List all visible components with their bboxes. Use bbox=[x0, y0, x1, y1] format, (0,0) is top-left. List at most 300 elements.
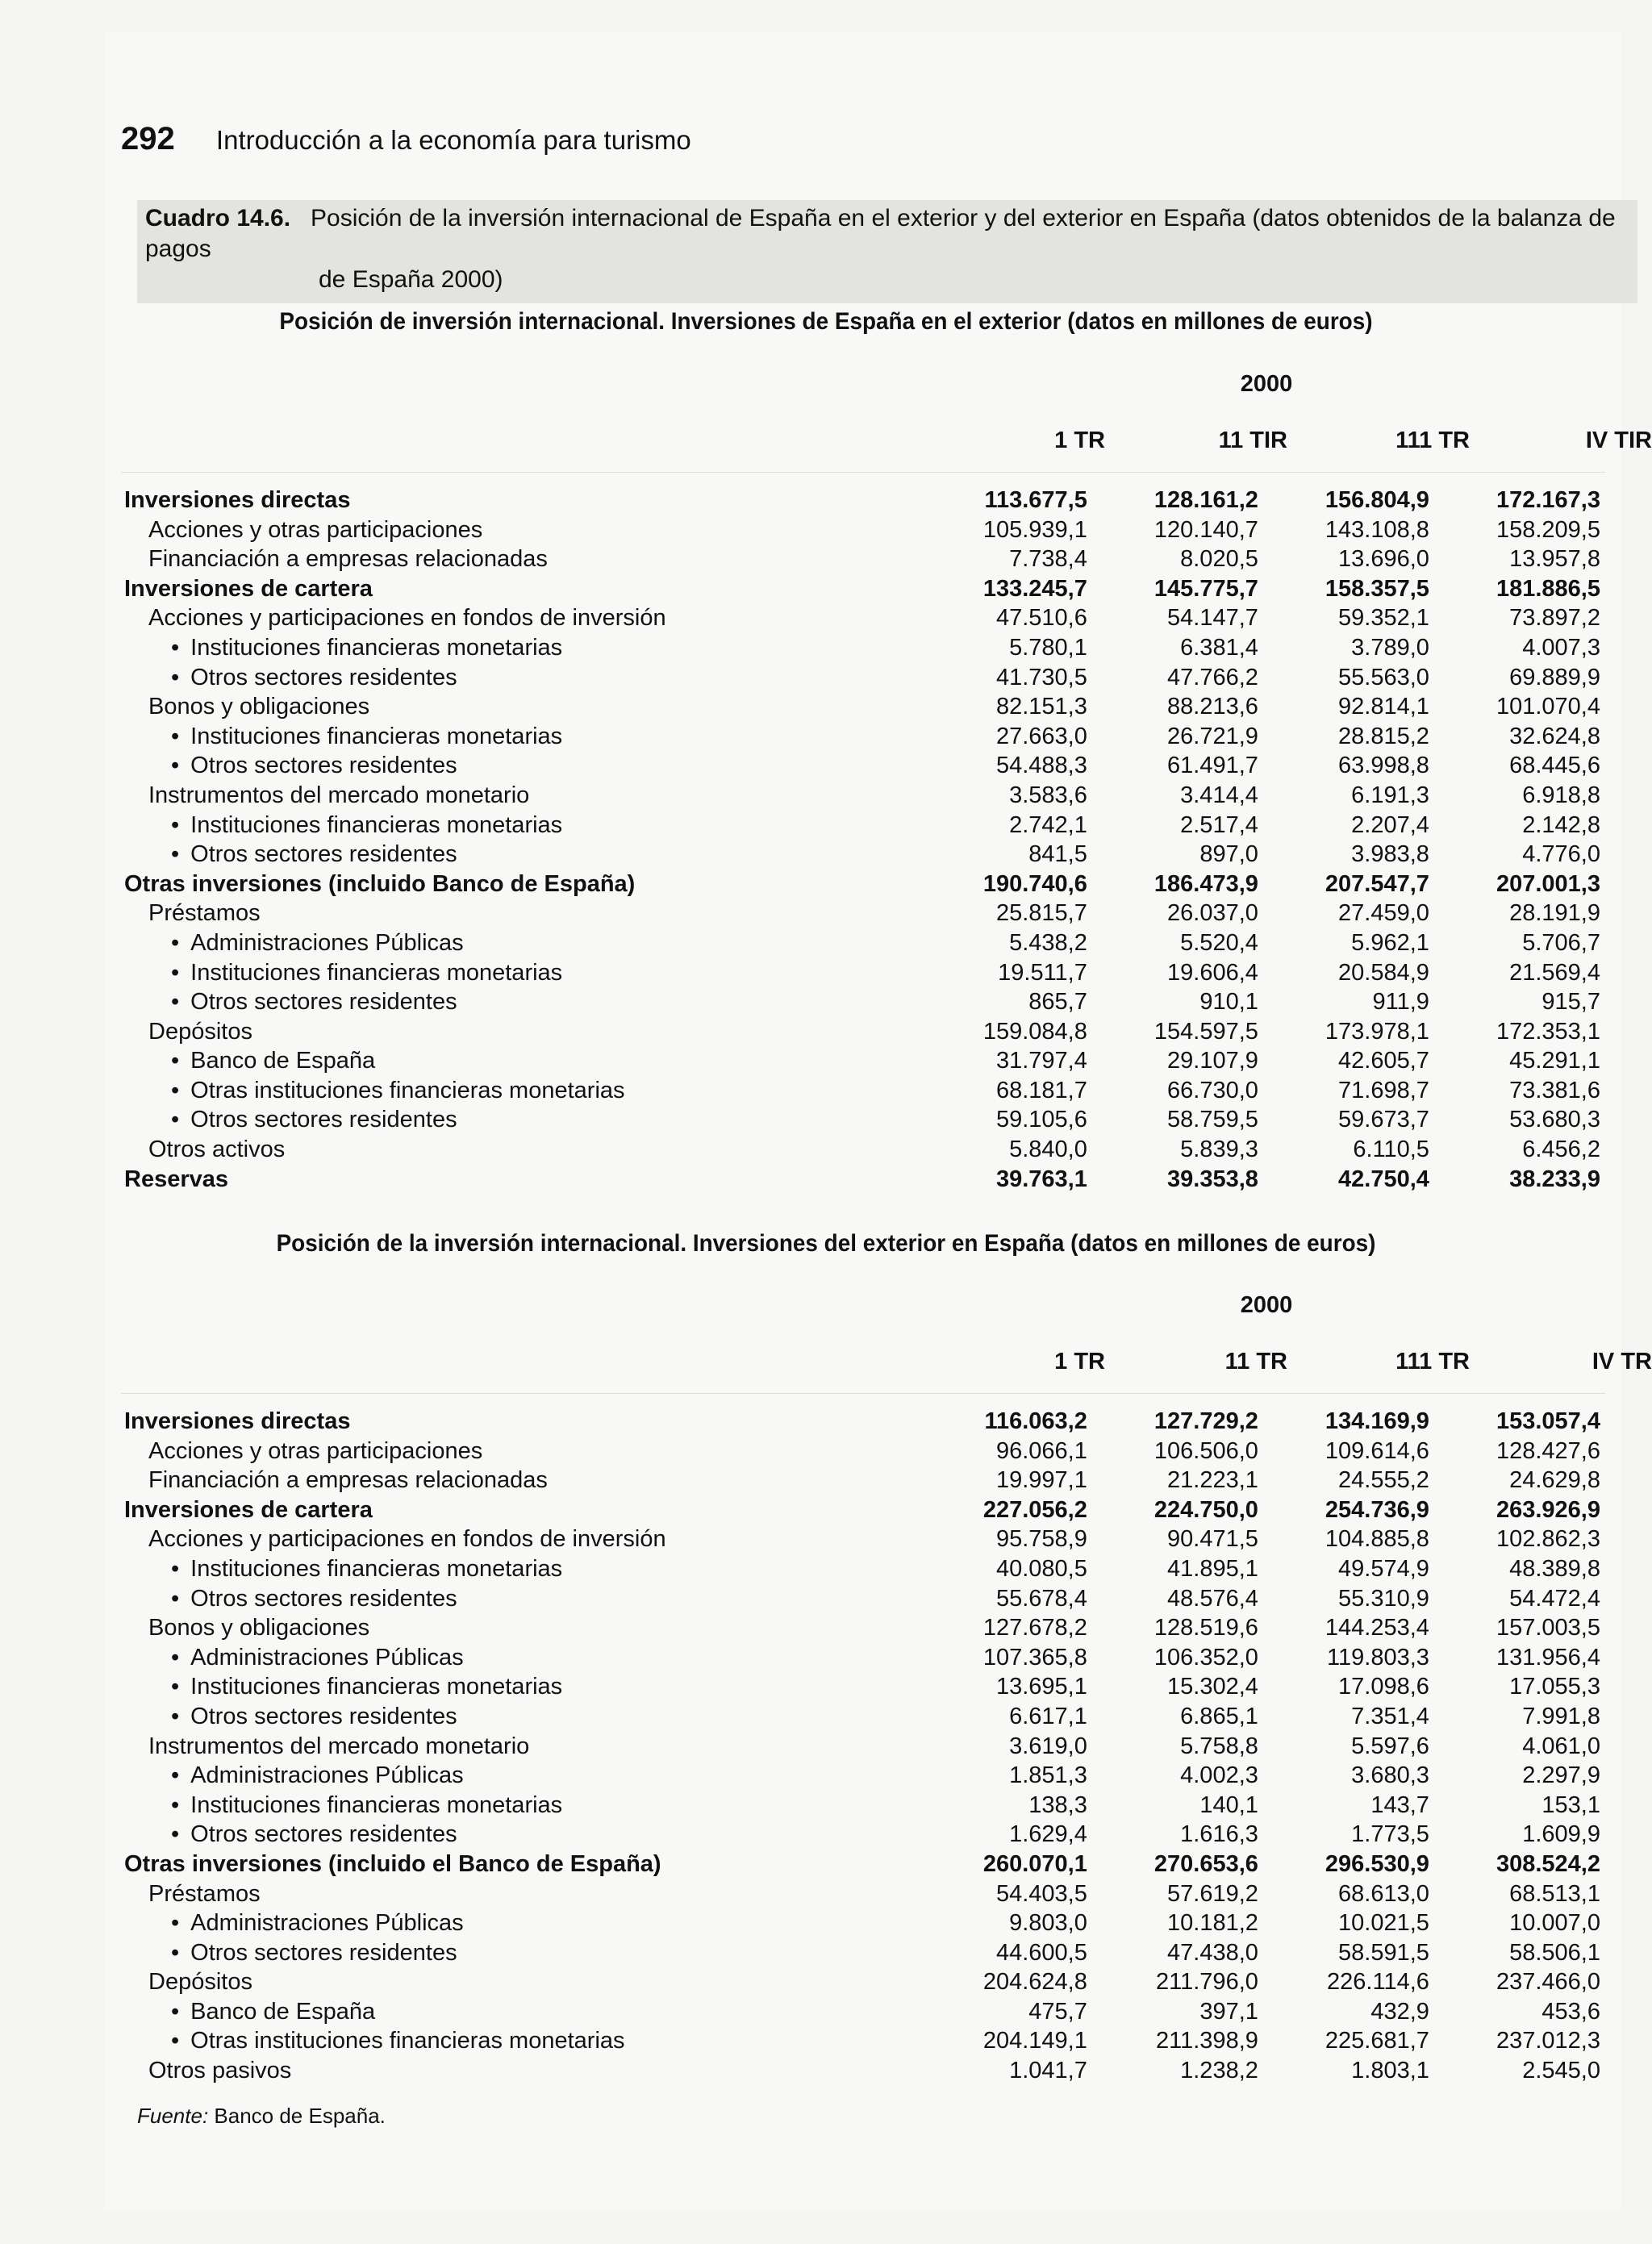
row-label bbox=[124, 1105, 916, 1135]
row-label bbox=[124, 1407, 916, 1437]
bullet-icon: • bbox=[171, 1585, 180, 1612]
cell-value: 25.815,7 bbox=[995, 900, 1087, 927]
row-label bbox=[124, 544, 916, 574]
row-label-text: Instituciones financieras monetarias bbox=[190, 1555, 563, 1582]
cell-value: 102.862,3 bbox=[1496, 1526, 1600, 1553]
caption-text-line1: Posición de la inversión internacional de España en el exterior y del exterior en España (datos obtenidos de la balanza de pagos bbox=[145, 205, 1616, 262]
cell-value: 71.698,7 bbox=[1338, 1077, 1429, 1103]
cell-value: 128.427,6 bbox=[1496, 1437, 1600, 1464]
cell-value: 143.108,8 bbox=[1325, 516, 1429, 543]
row-label-text: Otras inversiones (incluido Banco de España) bbox=[124, 870, 636, 897]
row-label bbox=[124, 928, 916, 958]
table2-col-4: IV TR bbox=[1592, 1349, 1652, 1374]
source-note bbox=[137, 2104, 386, 2129]
cell-value: 13.696,0 bbox=[1338, 546, 1429, 573]
row-label bbox=[124, 692, 916, 722]
cell-value: 88.213,6 bbox=[1167, 694, 1258, 720]
cell-value: 63.998,8 bbox=[1338, 753, 1429, 779]
cell-value: 113.677,5 bbox=[984, 487, 1087, 513]
source-text: Banco de España. bbox=[214, 2104, 386, 2128]
table-row bbox=[124, 811, 1600, 840]
table2-year: 2000 bbox=[1240, 1292, 1293, 1318]
row-label-text: Acciones y participaciones en fondos de inversión bbox=[148, 605, 666, 632]
table-row bbox=[124, 1046, 1600, 1076]
table1 bbox=[124, 486, 1600, 1194]
table-row bbox=[124, 663, 1600, 693]
cell-value: 106.506,0 bbox=[1153, 1437, 1258, 1464]
cell-value: 270.653,6 bbox=[1153, 1850, 1258, 1877]
cell-value: 237.012,3 bbox=[1496, 2028, 1600, 2054]
cell-value: 145.775,7 bbox=[1153, 575, 1258, 602]
cell-value: 55.310,9 bbox=[1338, 1585, 1429, 1612]
cell-value: 186.473,9 bbox=[1153, 870, 1258, 897]
cell-value: 865,7 bbox=[1028, 989, 1087, 1016]
row-label bbox=[124, 751, 916, 781]
row-label bbox=[124, 840, 916, 870]
bullet-icon: • bbox=[171, 1762, 180, 1789]
row-label bbox=[124, 1165, 916, 1195]
table-row bbox=[124, 1702, 1600, 1732]
cell-value: 1.041,7 bbox=[1009, 2058, 1087, 2084]
cell-value: 19.606,4 bbox=[1167, 959, 1258, 986]
cell-value: 68.181,7 bbox=[995, 1077, 1087, 1103]
cell-value: 7.738,4 bbox=[1009, 546, 1087, 573]
table-row bbox=[124, 1105, 1600, 1135]
table2-rule bbox=[121, 1393, 1605, 1394]
row-label-text: Otros sectores residentes bbox=[190, 1107, 457, 1133]
table1-col-2: 11 TIR bbox=[1218, 428, 1287, 453]
cell-value: 47.510,6 bbox=[995, 605, 1087, 632]
cell-value: 90.471,5 bbox=[1167, 1526, 1258, 1553]
table1-col-1: 1 TR bbox=[1054, 428, 1105, 453]
cell-value: 5.839,3 bbox=[1180, 1137, 1258, 1163]
bullet-icon: • bbox=[171, 2028, 180, 2054]
table1-col-3: 111 TR bbox=[1395, 428, 1470, 453]
cell-value: 2.517,4 bbox=[1180, 811, 1258, 838]
row-label bbox=[124, 1437, 916, 1466]
cell-value: 173.978,1 bbox=[1325, 1018, 1429, 1045]
cell-value: 47.766,2 bbox=[1167, 664, 1258, 690]
cell-value: 910,1 bbox=[1199, 989, 1258, 1016]
cell-value: 69.889,9 bbox=[1509, 664, 1600, 690]
row-label bbox=[124, 1495, 916, 1525]
cell-value: 59.105,6 bbox=[995, 1107, 1087, 1133]
cell-value: 73.381,6 bbox=[1509, 1077, 1600, 1103]
bullet-icon: • bbox=[171, 634, 180, 661]
cell-value: 227.056,2 bbox=[982, 1496, 1087, 1523]
cell-value: 116.063,2 bbox=[984, 1408, 1087, 1434]
row-label bbox=[124, 1135, 916, 1165]
cell-value: 82.151,3 bbox=[995, 694, 1087, 720]
row-label bbox=[124, 1820, 916, 1850]
cell-value: 54.488,3 bbox=[995, 753, 1087, 779]
row-label-text: Financiación a empresas relacionadas bbox=[148, 1467, 548, 1494]
table-row bbox=[124, 1967, 1600, 1997]
cell-value: 42.750,4 bbox=[1338, 1166, 1429, 1192]
cell-value: 6.865,1 bbox=[1180, 1703, 1258, 1729]
table-row bbox=[124, 1495, 1600, 1525]
table-row bbox=[124, 1165, 1600, 1195]
table-row bbox=[124, 840, 1600, 870]
cell-value: 106.352,0 bbox=[1153, 1644, 1258, 1670]
cell-value: 13.695,1 bbox=[995, 1674, 1087, 1700]
cell-value: 5.780,1 bbox=[1009, 634, 1087, 661]
cell-value: 21.223,1 bbox=[1167, 1467, 1258, 1494]
cell-value: 4.007,3 bbox=[1522, 634, 1600, 661]
cell-value: 3.789,0 bbox=[1351, 634, 1429, 661]
row-label-text: Otros sectores residentes bbox=[190, 989, 457, 1016]
row-label-text: Instituciones financieras monetarias bbox=[190, 723, 563, 749]
cell-value: 58.506,1 bbox=[1509, 1939, 1600, 1966]
row-label-text: Depósitos bbox=[148, 1969, 252, 1996]
row-label bbox=[124, 1732, 916, 1762]
cell-value: 5.840,0 bbox=[1009, 1137, 1087, 1163]
cell-value: 181.886,5 bbox=[1496, 575, 1600, 602]
row-label bbox=[124, 663, 916, 693]
cell-value: 897,0 bbox=[1199, 841, 1258, 868]
cell-value: 26.037,0 bbox=[1167, 900, 1258, 927]
book-title: Introducción a la economía para turismo bbox=[215, 125, 691, 155]
cell-value: 39.763,1 bbox=[995, 1166, 1087, 1192]
row-label-text: Administraciones Públicas bbox=[190, 1910, 464, 1937]
table2-col-1: 1 TR bbox=[1054, 1349, 1105, 1374]
source-label: Fuente: bbox=[137, 2104, 209, 2128]
table2-col-2: 11 TR bbox=[1224, 1349, 1287, 1374]
row-label-text: Otros sectores residentes bbox=[190, 1585, 457, 1612]
row-label-text: Depósitos bbox=[148, 1018, 252, 1045]
cell-value: 6.191,3 bbox=[1351, 782, 1429, 808]
table-row bbox=[124, 1466, 1600, 1495]
cell-value: 211.796,0 bbox=[1156, 1969, 1258, 1996]
cell-value: 73.897,2 bbox=[1509, 605, 1600, 632]
cell-value: 38.233,9 bbox=[1509, 1166, 1600, 1192]
cell-value: 475,7 bbox=[1028, 1998, 1087, 2025]
row-label bbox=[124, 1967, 916, 1997]
table-row bbox=[124, 958, 1600, 988]
row-label-text: Instituciones financieras monetarias bbox=[190, 811, 563, 838]
cell-value: 1.609,9 bbox=[1522, 1821, 1600, 1848]
table-row bbox=[124, 633, 1600, 663]
row-label-text: Instrumentos del mercado monetario bbox=[148, 782, 530, 808]
caption-text-line2: de España 2000) bbox=[319, 266, 503, 293]
bullet-icon: • bbox=[171, 1107, 180, 1133]
bullet-icon: • bbox=[171, 929, 180, 956]
bullet-icon: • bbox=[171, 1821, 180, 1848]
row-label-text: Administraciones Públicas bbox=[190, 1644, 464, 1670]
cell-value: 226.114,6 bbox=[1327, 1969, 1429, 1996]
cell-value: 911,9 bbox=[1372, 989, 1429, 1016]
table-row bbox=[124, 899, 1600, 928]
cell-value: 237.466,0 bbox=[1496, 1969, 1600, 1996]
cell-value: 119.803,3 bbox=[1327, 1644, 1429, 1670]
table-row bbox=[124, 1850, 1600, 1879]
cell-value: 6.381,4 bbox=[1180, 634, 1258, 661]
row-label bbox=[124, 2056, 916, 2086]
table-row bbox=[124, 1554, 1600, 1584]
cell-value: 59.352,1 bbox=[1338, 605, 1429, 632]
cell-value: 260.070,1 bbox=[982, 1850, 1087, 1877]
row-label-text: Acciones y otras participaciones bbox=[148, 1437, 483, 1464]
row-label-text: Otras instituciones financieras monetarias bbox=[190, 1077, 625, 1103]
row-label-text: Administraciones Públicas bbox=[190, 1762, 464, 1789]
row-label-text: Préstamos bbox=[148, 1880, 261, 1907]
bullet-icon: • bbox=[171, 1791, 180, 1818]
row-label-text: Otras instituciones financieras monetarias bbox=[190, 2028, 625, 2054]
table-row bbox=[124, 1732, 1600, 1762]
table-row bbox=[124, 870, 1600, 899]
cell-value: 10.181,2 bbox=[1167, 1910, 1258, 1937]
row-label bbox=[124, 1525, 916, 1554]
cell-value: 1.773,5 bbox=[1351, 1821, 1429, 1848]
cell-value: 172.353,1 bbox=[1496, 1018, 1600, 1045]
row-label-text: Instituciones financieras monetarias bbox=[190, 1674, 563, 1700]
cell-value: 6.617,1 bbox=[1009, 1703, 1087, 1729]
bullet-icon: • bbox=[171, 1048, 180, 1074]
cell-value: 453,6 bbox=[1541, 1998, 1600, 2025]
table-row bbox=[124, 603, 1600, 633]
cell-value: 127.678,2 bbox=[982, 1615, 1087, 1641]
table-row bbox=[124, 1643, 1600, 1673]
table-row bbox=[124, 722, 1600, 752]
cell-value: 133.245,7 bbox=[982, 575, 1087, 602]
row-label bbox=[124, 781, 916, 811]
cell-value: 224.750,0 bbox=[1153, 1496, 1258, 1523]
cell-value: 3.680,3 bbox=[1351, 1762, 1429, 1789]
row-label-text: Acciones y participaciones en fondos de inversión bbox=[148, 1526, 666, 1553]
row-label bbox=[124, 1879, 916, 1909]
cell-value: 432,9 bbox=[1370, 1998, 1429, 2025]
cell-value: 144.253,4 bbox=[1325, 1615, 1429, 1641]
cell-value: 59.673,7 bbox=[1338, 1107, 1429, 1133]
cell-value: 397,1 bbox=[1199, 1998, 1258, 2025]
cell-value: 127.729,2 bbox=[1153, 1408, 1258, 1434]
table-row bbox=[124, 751, 1600, 781]
bullet-icon: • bbox=[171, 1077, 180, 1103]
cell-value: 157.003,5 bbox=[1496, 1615, 1600, 1641]
cell-value: 138,3 bbox=[1028, 1791, 1087, 1818]
cell-value: 9.803,0 bbox=[1009, 1910, 1087, 1937]
cell-value: 6.110,5 bbox=[1353, 1137, 1429, 1163]
row-label bbox=[124, 1702, 916, 1732]
cell-value: 308.524,2 bbox=[1496, 1850, 1600, 1877]
table-row bbox=[124, 1997, 1600, 2027]
cell-value: 6.918,8 bbox=[1522, 782, 1600, 808]
row-label-text: Administraciones Públicas bbox=[190, 929, 464, 956]
row-label bbox=[124, 899, 916, 928]
row-label bbox=[124, 1584, 916, 1614]
table-row bbox=[124, 1613, 1600, 1643]
caption-label: Cuadro 14.6. bbox=[145, 205, 291, 231]
cell-value: 19.511,7 bbox=[998, 959, 1087, 986]
cell-value: 134.169,9 bbox=[1325, 1408, 1429, 1434]
cell-value: 54.472,4 bbox=[1509, 1585, 1600, 1612]
cell-value: 1.629,4 bbox=[1009, 1821, 1087, 1848]
bullet-icon: • bbox=[171, 664, 180, 690]
cell-value: 128.161,2 bbox=[1153, 487, 1258, 513]
cell-value: 8.020,5 bbox=[1180, 546, 1258, 573]
cell-value: 17.098,6 bbox=[1338, 1674, 1429, 1700]
cell-value: 10.021,5 bbox=[1338, 1910, 1429, 1937]
cell-value: 915,7 bbox=[1541, 989, 1600, 1016]
table-row bbox=[124, 1672, 1600, 1702]
table-row bbox=[124, 2026, 1600, 2056]
row-label-text: Inversiones de cartera bbox=[124, 1496, 373, 1523]
table-row bbox=[124, 928, 1600, 958]
cell-value: 32.624,8 bbox=[1509, 723, 1600, 749]
row-label-text: Bonos y obligaciones bbox=[148, 1615, 370, 1641]
cell-value: 1.616,3 bbox=[1180, 1821, 1258, 1848]
cell-value: 158.209,5 bbox=[1496, 516, 1600, 543]
bullet-icon: • bbox=[171, 1644, 180, 1670]
cell-value: 3.583,6 bbox=[1009, 782, 1087, 808]
cell-value: 131.956,4 bbox=[1496, 1644, 1600, 1670]
row-label bbox=[124, 1017, 916, 1047]
row-label-text: Reservas bbox=[124, 1166, 228, 1192]
cell-value: 263.926,9 bbox=[1496, 1496, 1600, 1523]
table-row bbox=[124, 544, 1600, 574]
cell-value: 45.291,1 bbox=[1509, 1048, 1600, 1074]
row-label bbox=[124, 486, 916, 515]
cell-value: 27.459,0 bbox=[1338, 900, 1429, 927]
cell-value: 254.736,9 bbox=[1325, 1496, 1429, 1523]
row-label-text: Inversiones directas bbox=[124, 487, 351, 513]
cell-value: 4.061,0 bbox=[1522, 1733, 1600, 1759]
cell-value: 211.398,9 bbox=[1156, 2028, 1258, 2054]
cell-value: 2.545,0 bbox=[1522, 2058, 1600, 2084]
cell-value: 128.519,6 bbox=[1153, 1615, 1258, 1641]
bullet-icon: • bbox=[171, 753, 180, 779]
cell-value: 24.629,8 bbox=[1509, 1467, 1600, 1494]
cell-value: 207.547,7 bbox=[1325, 870, 1429, 897]
cell-value: 54.147,7 bbox=[1167, 605, 1258, 632]
row-label bbox=[124, 811, 916, 840]
cell-value: 55.678,4 bbox=[995, 1585, 1087, 1612]
row-label bbox=[124, 603, 916, 633]
row-label bbox=[124, 1613, 916, 1643]
cell-value: 20.584,9 bbox=[1338, 959, 1429, 986]
cell-value: 3.414,4 bbox=[1180, 782, 1258, 808]
cell-value: 3.983,8 bbox=[1351, 841, 1429, 868]
row-label bbox=[124, 1046, 916, 1076]
cell-value: 5.520,4 bbox=[1180, 929, 1258, 956]
cell-value: 1.238,2 bbox=[1180, 2058, 1258, 2084]
cell-value: 101.070,4 bbox=[1496, 694, 1600, 720]
row-label-text: Otros sectores residentes bbox=[190, 1939, 457, 1966]
cell-value: 105.939,1 bbox=[982, 516, 1087, 543]
row-label-text: Banco de España bbox=[190, 1998, 376, 2025]
row-label bbox=[124, 2026, 916, 2056]
page-number: 292 bbox=[121, 121, 175, 156]
cell-value: 5.706,7 bbox=[1522, 929, 1600, 956]
cell-value: 2.297,9 bbox=[1522, 1762, 1600, 1789]
row-label bbox=[124, 515, 916, 545]
table-row bbox=[124, 781, 1600, 811]
cell-value: 204.149,1 bbox=[982, 2028, 1087, 2054]
cell-value: 5.758,8 bbox=[1180, 1733, 1258, 1759]
row-label bbox=[124, 1466, 916, 1495]
cell-value: 48.576,4 bbox=[1167, 1585, 1258, 1612]
cell-value: 68.445,6 bbox=[1509, 753, 1600, 779]
cell-value: 225.681,7 bbox=[1325, 2028, 1429, 2054]
bullet-icon: • bbox=[171, 1939, 180, 1966]
row-label-text: Otros sectores residentes bbox=[190, 753, 457, 779]
table-row bbox=[124, 1938, 1600, 1968]
row-label bbox=[124, 1850, 916, 1879]
table-row bbox=[124, 2056, 1600, 2086]
row-label bbox=[124, 1672, 916, 1702]
table-row bbox=[124, 1584, 1600, 1614]
cell-value: 29.107,9 bbox=[1167, 1048, 1258, 1074]
table1-title: Posición de inversión internacional. Inversiones de España en el exterior (datos en millones de euros) bbox=[279, 308, 1373, 335]
cell-value: 61.491,7 bbox=[1167, 753, 1258, 779]
cell-value: 92.814,1 bbox=[1338, 694, 1429, 720]
row-label bbox=[124, 1076, 916, 1106]
bullet-icon: • bbox=[171, 1703, 180, 1729]
row-label bbox=[124, 1938, 916, 1968]
row-label-text: Otros sectores residentes bbox=[190, 841, 457, 868]
cell-value: 57.619,2 bbox=[1167, 1880, 1258, 1907]
cell-value: 39.353,8 bbox=[1167, 1166, 1258, 1192]
cell-value: 68.513,1 bbox=[1509, 1880, 1600, 1907]
cell-value: 5.597,6 bbox=[1351, 1733, 1429, 1759]
running-head bbox=[121, 121, 691, 157]
cell-value: 28.815,2 bbox=[1338, 723, 1429, 749]
cell-value: 1.803,1 bbox=[1351, 2058, 1429, 2084]
row-label-text: Instrumentos del mercado monetario bbox=[148, 1733, 530, 1759]
bullet-icon: • bbox=[171, 811, 180, 838]
cell-value: 96.066,1 bbox=[995, 1437, 1087, 1464]
cell-value: 154.597,5 bbox=[1153, 1018, 1258, 1045]
cell-value: 41.895,1 bbox=[1167, 1555, 1258, 1582]
table-row bbox=[124, 1437, 1600, 1466]
cell-value: 296.530,9 bbox=[1325, 1850, 1429, 1877]
cell-value: 4.776,0 bbox=[1522, 841, 1600, 868]
cell-value: 26.721,9 bbox=[1167, 723, 1258, 749]
row-label bbox=[124, 1761, 916, 1791]
cell-value: 140,1 bbox=[1199, 1791, 1258, 1818]
cell-value: 44.600,5 bbox=[995, 1939, 1087, 1966]
cell-value: 13.957,8 bbox=[1509, 546, 1600, 573]
row-label bbox=[124, 870, 916, 899]
row-label-text: Otros pasivos bbox=[148, 2058, 292, 2084]
cell-value: 153.057,4 bbox=[1496, 1408, 1600, 1434]
row-label-text: Instituciones financieras monetarias bbox=[190, 1791, 563, 1818]
row-label bbox=[124, 722, 916, 752]
cell-value: 41.730,5 bbox=[995, 664, 1087, 690]
cell-value: 42.605,7 bbox=[1338, 1048, 1429, 1074]
table-row bbox=[124, 1820, 1600, 1850]
cell-value: 5.962,1 bbox=[1351, 929, 1429, 956]
bullet-icon: • bbox=[171, 959, 180, 986]
row-label-text: Otras inversiones (incluido el Banco de España) bbox=[124, 1850, 661, 1877]
table2-title: Posición de la inversión internacional. Inversiones del exterior en España (datos en millones de euros) bbox=[276, 1230, 1376, 1257]
row-label bbox=[124, 1908, 916, 1938]
cell-value: 95.758,9 bbox=[995, 1526, 1087, 1553]
cell-value: 21.569,4 bbox=[1509, 959, 1600, 986]
table-row bbox=[124, 1407, 1600, 1437]
table-row bbox=[124, 1908, 1600, 1938]
cell-value: 66.730,0 bbox=[1167, 1077, 1258, 1103]
row-label bbox=[124, 633, 916, 663]
table-row bbox=[124, 1135, 1600, 1165]
table2-col-3: 111 TR bbox=[1395, 1349, 1470, 1374]
table-row bbox=[124, 1761, 1600, 1791]
row-label-text: Bonos y obligaciones bbox=[148, 694, 370, 720]
table-row bbox=[124, 1525, 1600, 1554]
row-label bbox=[124, 987, 916, 1017]
table-row bbox=[124, 1791, 1600, 1821]
cell-value: 153,1 bbox=[1541, 1791, 1600, 1818]
